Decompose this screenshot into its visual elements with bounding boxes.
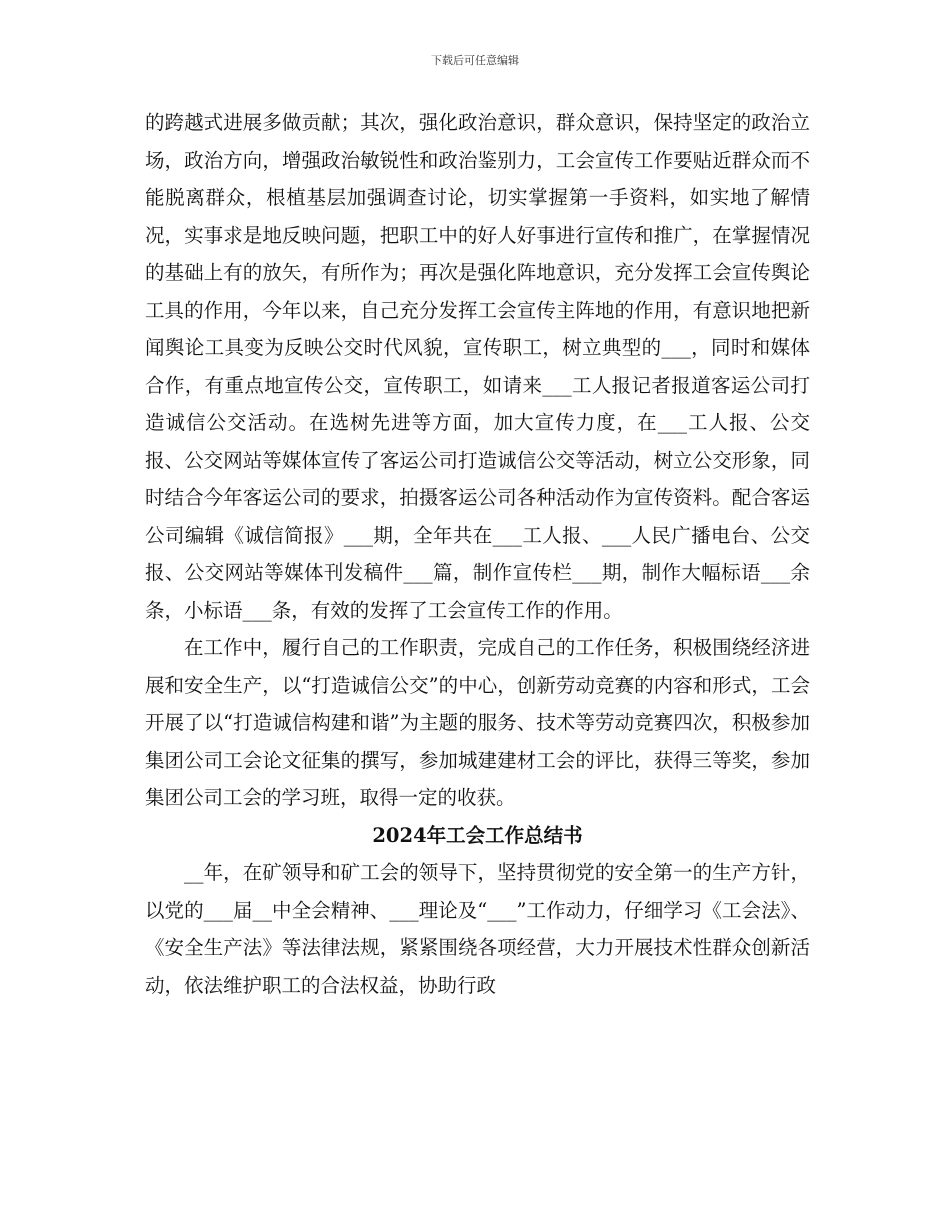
section-title: 2024年工会工作总结书 bbox=[372, 823, 583, 847]
paragraph-labor-competition: 在工作中，履行自己的工作职责，完成自己的工作任务，积极围绕经济进展和安全生产，以“打造诚信公交”的中心，创新劳动竞赛的内容和形式，工会开展了以“打造诚信构建和谐”为主题的服务、技术等劳动竞赛四次，积极参加集团公司工会论文征集的撰写，参加城建建材工会的评比，获得三等奖，参加集团公司工会的学习班，取得一定的收获。 bbox=[145, 636, 810, 809]
page-header: 下载后可任意编辑 bbox=[431, 54, 519, 67]
paragraph-annual-summary: __年，在矿领导和矿工会的领导下，坚持贯彻党的安全第一的生产方针，以党的___届__中全会精神、___理论及“___”工作动力，仔细学习《工会法》、《安全生产法》等法律法规，紧紧围绕各项经营，大力开展技术性群众创新活动，依法维护职工的合法权益，协助行政 bbox=[145, 861, 810, 997]
paragraph-publicity-work: 的跨越式进展多做贡献；其次，强化政治意识，群众意识，保持坚定的政治立场，政治方向，增强政治敏锐性和政治鉴别力，工会宣传工作要贴近群众而不能脱离群众，根植基层加强调查讨论，切实掌握第一手资料，如实地了解情况，实事求是地反映问题，把职工中的好人好事进行宣传和推广，在掌握情况的基础上有的放矢，有所作为；再次是强化阵地意识，充分发挥工会宣传舆论工具的作用，今年以来，自己充分发挥工会宣传主阵地的作用，有意识地把新闻舆论工具变为反映公交时代风貌，宣传职工，树立典型的___，同时和媒体合作，有重点地宣传公交，宣传职工，如请来___工人报记者报道客运公司打造诚信公交活动。在选树先进等方面，加大宣传力度，在___工人报、公交报、公交网站等媒体宣传了客运公司打造诚信公交等活动，树立公交形象，同时结合今年客运公司的要求，拍摄客运公司各种活动作为宣传资料。配合客运公司编辑《诚信简报》___期，全年共在___工人报、___人民广播电台、公交报、公交网站等媒体刊发稿件___篇，制作宣传栏___期，制作大幅标语___余条，小标语___条，有效的发挥了工会宣传工作的作用。 bbox=[145, 111, 810, 622]
document-body bbox=[145, 104, 810, 1004]
